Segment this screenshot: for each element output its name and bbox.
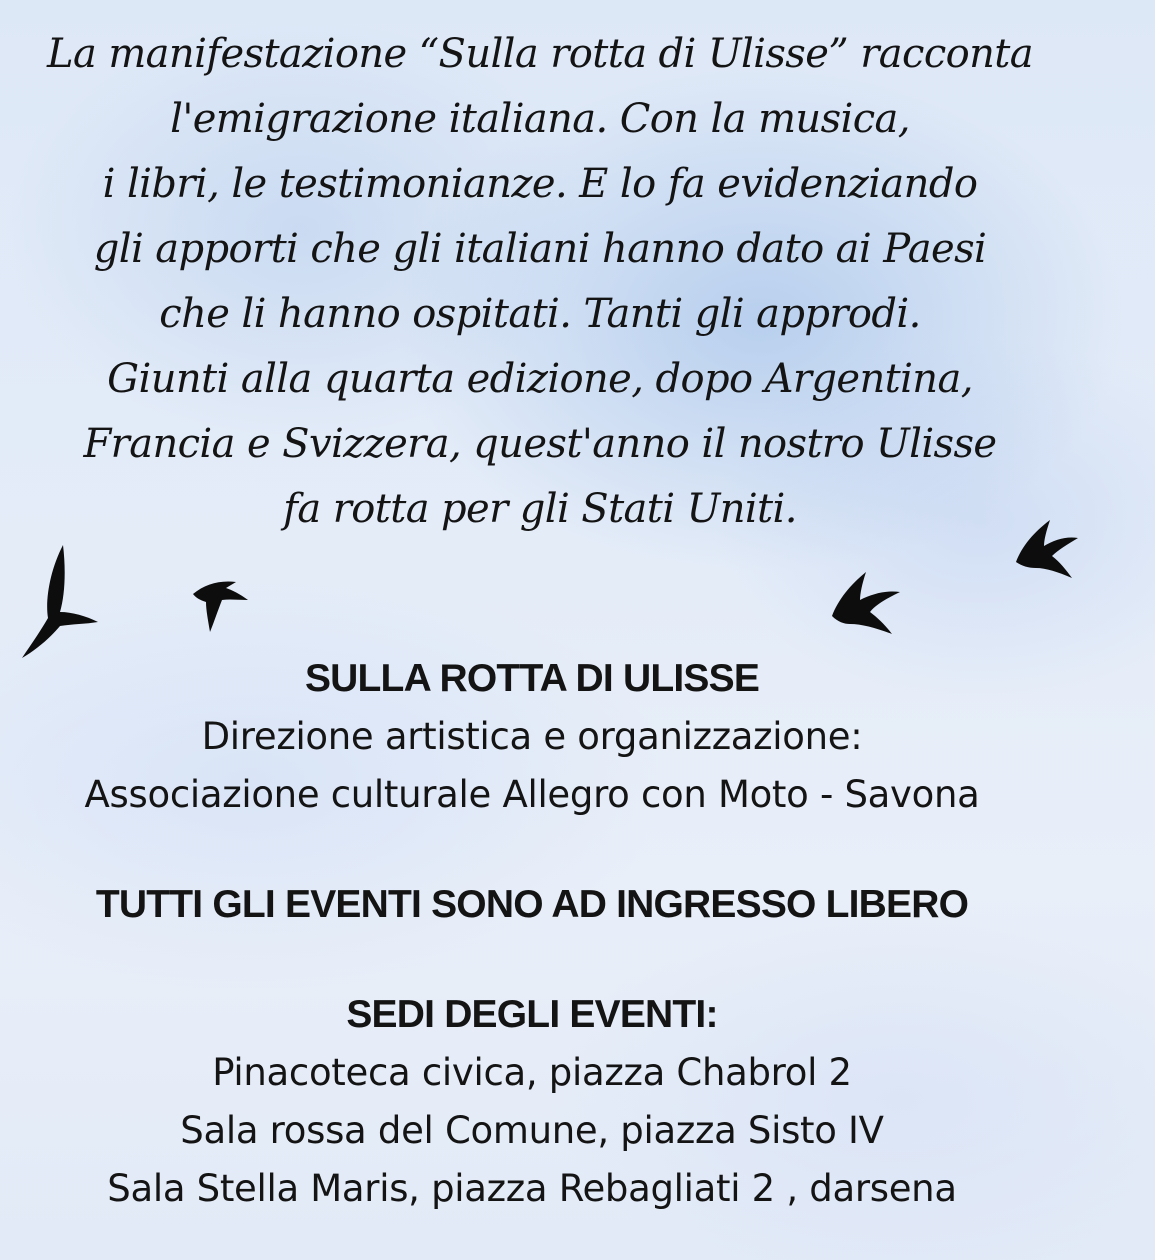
venue-item: Pinacoteca civica, piazza Chabrol 2 — [212, 1051, 852, 1094]
intro-line: Giunti alla quarta edizione, dopo Argentina, — [107, 356, 973, 402]
intro-line: l'emigrazione italiana. Con la musica, — [170, 96, 910, 142]
intro-text — [0, 22, 1080, 542]
swallow-silhouette-icon — [832, 572, 900, 634]
direction-label: Direzione artistica e organizzazione: — [201, 715, 863, 758]
intro-line: che li hanno ospitati. Tanti gli approdi. — [159, 291, 921, 337]
association-name: Associazione culturale Allegro con Moto - Savona — [84, 773, 980, 816]
intro-line: gli apporti che gli italiani hanno dato ai Paesi — [93, 226, 987, 272]
venue-item: Sala rossa del Comune, piazza Sisto IV — [180, 1109, 884, 1152]
venue-item: Sala Stella Maris, piazza Rebagliati 2 , darsena — [107, 1167, 957, 1210]
swallow-silhouette-icon — [22, 545, 98, 658]
spacer — [0, 824, 1064, 876]
info-section — [0, 650, 1064, 1218]
entry-notice: TUTTI GLI EVENTI SONO AD INGRESSO LIBERO — [95, 883, 969, 926]
swallow-silhouette-icon — [193, 582, 248, 633]
event-title: SULLA ROTTA DI ULISSE — [304, 657, 760, 700]
intro-line: La manifestazione “Sulla rotta di Ulisse” racconta — [47, 31, 1033, 77]
intro-line: i libri, le testimonianze. E lo fa evidenziando — [102, 161, 978, 207]
spacer — [0, 934, 1064, 986]
intro-line: Francia e Svizzera, quest'anno il nostro Ulisse — [83, 421, 997, 467]
intro-line: fa rotta per gli Stati Uniti. — [283, 486, 797, 532]
venues-title: SEDI DEGLI EVENTI: — [346, 993, 718, 1036]
